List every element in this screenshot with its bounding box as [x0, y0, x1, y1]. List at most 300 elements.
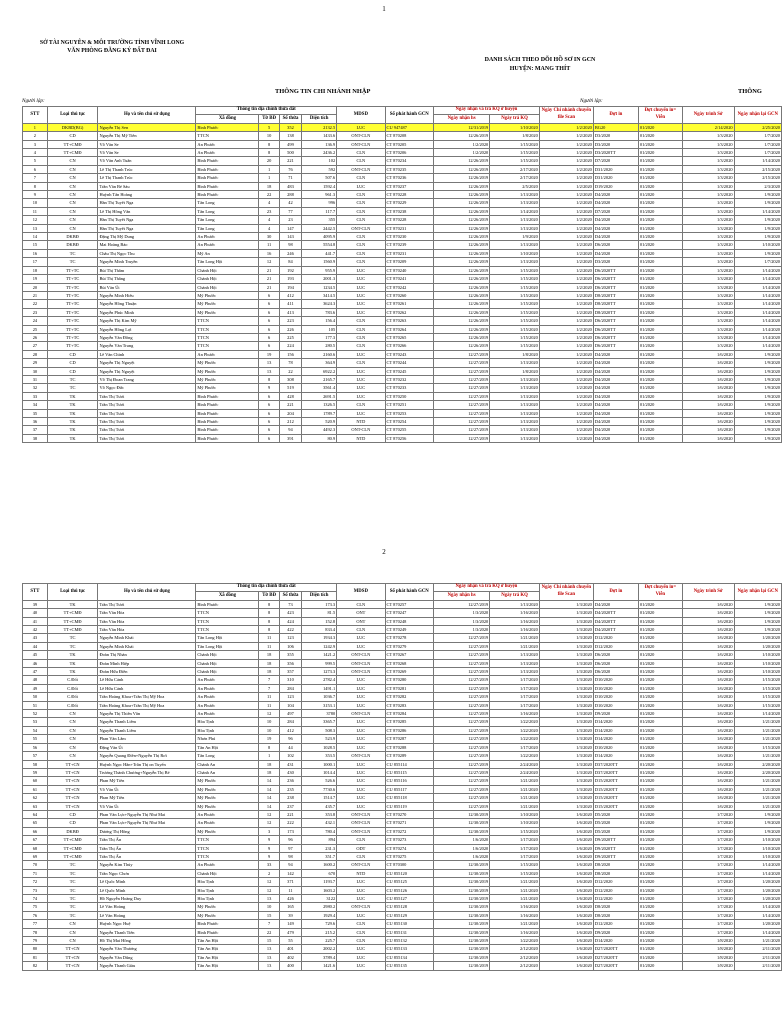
cell-area: 1433.6 — [302, 132, 337, 140]
col-header-parcel-no: Số thửa — [279, 592, 302, 600]
cell-return-date: 1/15/2020 — [490, 283, 540, 291]
cell-procedure: TC — [47, 895, 98, 903]
cell-owner: Nguyễn Thị Mỹ Tiên — [98, 132, 196, 140]
cell-print-batch: BG20 — [593, 123, 638, 131]
cell-return-date: 1/17/2020 — [490, 743, 540, 751]
cell-transfer-batch: 01/2020 — [638, 609, 682, 617]
cell-area: 996 — [302, 199, 337, 207]
cell-certificate: CT 870230 — [385, 233, 433, 241]
cell-certificate: CT 870249 — [385, 626, 433, 634]
cell-parcel: 42 — [279, 199, 302, 207]
cell-receive-date: 12/27/2019 — [433, 777, 489, 785]
cell-return-date: 2/12/2020 — [490, 962, 540, 970]
table-row — [23, 768, 782, 776]
cell-return-date: 1/16/2020 — [490, 710, 540, 718]
cell-commune: Chánh Hội — [196, 659, 259, 667]
cell-print-batch: D10/2020 — [593, 693, 638, 701]
cell-stt: 16 — [23, 249, 48, 257]
cell-land-use: ONT — [337, 609, 385, 617]
cell-owner: Châu Thị Ngọc Thu — [98, 249, 196, 257]
cell-scan-date: 1/3/2020 — [539, 726, 593, 734]
cell-transfer-batch: 01/2020 — [638, 659, 682, 667]
cell-print-batch: D37/2020TT — [593, 768, 638, 776]
cell-procedure: TC — [47, 911, 98, 919]
cell-print-batch: D8/2020 — [593, 911, 638, 919]
col-header-return-cert-date: Ngày nhận lại GCN — [734, 107, 781, 124]
cell-submit-date: 1/3/2020 — [682, 325, 734, 333]
cell-owner: Trần Thị Tươi — [98, 426, 196, 434]
cell-certificate: CT 870270 — [385, 810, 433, 818]
cell-commune: Mỹ Phước — [196, 291, 259, 299]
cell-area: 435.7 — [302, 802, 337, 810]
cell-sheet: 6 — [259, 291, 279, 299]
cell-submit-date: 1/6/2020 — [682, 768, 734, 776]
cell-area: 225.7 — [302, 937, 337, 945]
cell-receive-date: 12/26/2019 — [433, 199, 489, 207]
cell-commune: Bình Phước — [196, 409, 259, 417]
cell-parcel: 22 — [279, 367, 302, 375]
table-row — [23, 651, 782, 659]
cell-procedure: TT+CMĐ — [47, 844, 98, 852]
cell-return-date: 2/24/2020 — [490, 760, 540, 768]
cell-return-date: 1/22/2020 — [490, 718, 540, 726]
cell-sheet: 6 — [259, 317, 279, 325]
cell-certificate: CT 870248 — [385, 617, 433, 625]
cell-owner: Nguyễn Văn Đồng — [98, 333, 196, 341]
cell-area: 177.3 — [302, 333, 337, 341]
cell-area: 432.1 — [302, 819, 337, 827]
cell-return-cert-date: 1/14/2020 — [734, 869, 781, 877]
cell-transfer-batch: 01/2020 — [638, 241, 682, 249]
cell-return-date: 1/13/2020 — [490, 668, 540, 676]
cell-certificate: CT 870275 — [385, 852, 433, 860]
cell-area: 2160.6 — [302, 350, 337, 358]
cell-owner: Trần Thị Tươi — [98, 600, 196, 608]
section-right-title: THÔNG — [738, 88, 762, 95]
cell-land-use: LUC — [337, 684, 385, 692]
cell-return-date: 1/21/2020 — [490, 634, 540, 642]
cell-owner: Đặng Văn Út — [98, 743, 196, 751]
cell-print-batch: D15/2020TT — [593, 785, 638, 793]
table-row — [23, 945, 782, 953]
cell-transfer-batch: 01/2020 — [638, 710, 682, 718]
cell-certificate: CT 870228 — [385, 216, 433, 224]
cell-certificate: CT 870251 — [385, 401, 433, 409]
cell-owner: Hàn Thị Tuyết Nga — [98, 216, 196, 224]
cell-transfer-batch: 01/2020 — [638, 701, 682, 709]
cell-sheet: 14 — [259, 794, 279, 802]
cell-owner: Nguyễn Thanh Giàu — [98, 962, 196, 970]
cell-commune: Hòa Tịnh — [196, 895, 259, 903]
cell-parcel: 500 — [279, 149, 302, 157]
cell-receive-date: 12/30/2019 — [433, 819, 489, 827]
cell-return-cert-date: 1/9/2020 — [734, 216, 781, 224]
cell-stt: 10 — [23, 199, 48, 207]
cell-receive-date: 12/27/2019 — [433, 735, 489, 743]
cell-return-date: 1/15/2020 — [490, 869, 540, 877]
cell-scan-date: 1/3/2020 — [539, 777, 593, 785]
cell-procedure: DKBĐ — [47, 241, 98, 249]
cell-transfer-batch: 01/2020 — [638, 852, 682, 860]
cell-stt: 12 — [23, 216, 48, 224]
cell-procedure: CN — [47, 710, 98, 718]
cell-commune: Tân Long — [196, 224, 259, 232]
cell-receive-date: 12/26/2019 — [433, 249, 489, 257]
cell-return-cert-date: 1/9/2020 — [734, 359, 781, 367]
cell-return-cert-date: 1/7/2020 — [734, 149, 781, 157]
cell-stt: 31 — [23, 375, 48, 383]
cell-return-cert-date: 1/14/2020 — [734, 710, 781, 718]
cell-sheet: 7 — [259, 920, 279, 928]
cell-procedure: CD — [47, 132, 98, 140]
cell-parcel: 84 — [279, 258, 302, 266]
cell-submit-date: 1/7/2020 — [682, 886, 734, 894]
cell-certificate: CU 855126 — [385, 886, 433, 894]
cell-return-date: 1/21/2020 — [490, 895, 540, 903]
cell-return-date: 1/9/2020 — [490, 233, 540, 241]
cell-scan-date: 1/3/2020 — [539, 785, 593, 793]
table-row — [23, 802, 782, 810]
cell-submit-date: 1/6/2020 — [682, 434, 734, 442]
cell-parcel: 423 — [279, 609, 302, 617]
table-row — [23, 844, 782, 852]
cell-print-batch: D4/2020 — [593, 191, 638, 199]
cell-land-use: CLN — [337, 928, 385, 936]
cell-procedure: TT+CMĐ — [47, 626, 98, 634]
cell-return-date: 1/15/2020 — [490, 149, 540, 157]
cell-submit-date: 1/3/2020 — [682, 317, 734, 325]
cell-owner: Hàn Thị Tuyết Nga — [98, 224, 196, 232]
cell-parcel: 224 — [279, 342, 302, 350]
cell-owner: Võ Văn Se — [98, 140, 196, 148]
cell-transfer-batch: 01/2020 — [638, 165, 682, 173]
cell-procedure: CN — [47, 937, 98, 945]
col-header-certificate-no: Số phát hành GCN — [385, 584, 433, 601]
cell-print-batch: D5/2020 — [593, 819, 638, 827]
cell-print-batch: D4/2020 — [593, 350, 638, 358]
cell-return-cert-date: 1/21/2020 — [734, 785, 781, 793]
cell-receive-date: 12/27/2019 — [433, 359, 489, 367]
cell-receive-date: 12/30/2019 — [433, 945, 489, 953]
cell-stt: 6 — [23, 165, 48, 173]
cell-submit-date: 1/6/2020 — [682, 609, 734, 617]
cell-scan-date: 1/2/2020 — [539, 392, 593, 400]
cell-procedure: TC — [47, 878, 98, 886]
cell-receive-date: 12/30/2019 — [433, 869, 489, 877]
cell-parcel: 98 — [279, 852, 302, 860]
cell-sheet: 33 — [259, 861, 279, 869]
cell-commune: An Phước — [196, 701, 259, 709]
cell-procedure: TK — [47, 600, 98, 608]
cell-stt: 43 — [23, 634, 48, 642]
cell-receive-date: 12/30/2019 — [433, 953, 489, 961]
cell-area: 173.3 — [302, 600, 337, 608]
cell-transfer-batch: 01/2020 — [638, 384, 682, 392]
cell-stt: 1 — [23, 123, 48, 131]
cell-area: 1234.5 — [302, 283, 337, 291]
cell-receive-date: 12/27/2019 — [433, 409, 489, 417]
cell-submit-date: 1/3/2020 — [682, 165, 734, 173]
cell-scan-date: 1/2/2020 — [539, 342, 593, 350]
cell-parcel: 401 — [279, 945, 302, 953]
cell-return-cert-date: 1/14/2020 — [734, 291, 781, 299]
cell-procedure: TT+CN — [47, 785, 98, 793]
cell-owner: Lê Thị Thanh Trúc — [98, 165, 196, 173]
cell-commune: Mỹ Phước — [196, 802, 259, 810]
cell-owner: Mai Hoàng Bảo — [98, 241, 196, 249]
cell-scan-date: 1/2/2020 — [539, 191, 593, 199]
table-row — [23, 634, 782, 642]
col-header-branch-scan-date: Ngày Chi nhánh chuyển file Scan — [539, 584, 593, 601]
cell-scan-date: 1/6/2020 — [539, 945, 593, 953]
cell-area: 1934.3 — [302, 634, 337, 642]
cell-return-cert-date: 1/9/2020 — [734, 392, 781, 400]
cell-scan-date: 1/2/2020 — [539, 384, 593, 392]
cell-return-cert-date: 1/9/2020 — [734, 224, 781, 232]
table-row — [23, 903, 782, 911]
cell-print-batch: D19/2020 — [593, 182, 638, 190]
cell-commune: TTCN — [196, 333, 259, 341]
cell-parcel: 371 — [279, 878, 302, 886]
cell-submit-date: 2/14/2020 — [682, 123, 734, 131]
cell-commune: Chánh Hội — [196, 668, 259, 676]
cell-receive-date: 1/3/2020 — [433, 617, 489, 625]
cell-transfer-batch: 01/2020 — [638, 760, 682, 768]
cell-return-cert-date: 1/9/2020 — [734, 233, 781, 241]
cell-commune: Mỹ Phước — [196, 827, 259, 835]
cell-transfer-batch: 01/2020 — [638, 149, 682, 157]
col-header-land-use: MDSD — [337, 107, 385, 124]
cell-transfer-batch: 01/2020 — [638, 375, 682, 383]
cell-commune: Mỹ Phước — [196, 794, 259, 802]
cell-return-date: 1/13/2020 — [490, 401, 540, 409]
cell-area: 2002.2 — [302, 945, 337, 953]
cell-return-date: 2/12/2020 — [490, 953, 540, 961]
cell-land-use: LUC — [337, 409, 385, 417]
cell-parcel: 165 — [279, 903, 302, 911]
cell-area: 353.8 — [302, 810, 337, 818]
cell-receive-date: 12/26/2019 — [433, 325, 489, 333]
cell-receive-date: 12/27/2019 — [433, 743, 489, 751]
cell-procedure: CN — [47, 174, 98, 182]
cell-return-cert-date: 1/9/2020 — [734, 600, 781, 608]
cell-stt: 79 — [23, 937, 48, 945]
cell-scan-date: 1/2/2020 — [539, 258, 593, 266]
cell-print-batch: D3/2020TT — [593, 149, 638, 157]
cell-return-cert-date: 1/9/2020 — [734, 249, 781, 257]
cell-area: 3789.4 — [302, 953, 337, 961]
cell-return-cert-date: 1/20/2020 — [734, 642, 781, 650]
cell-scan-date: 1/2/2020 — [539, 157, 593, 165]
table-row — [23, 819, 782, 827]
cell-land-use: ONT-CLN — [337, 668, 385, 676]
col-header-owner-name: Họ và tên chủ sử dụng — [98, 107, 196, 124]
cell-scan-date: 1/6/2020 — [539, 895, 593, 903]
cell-procedure: CD — [47, 359, 98, 367]
cell-submit-date: 1/6/2020 — [682, 367, 734, 375]
cell-receive-date: 12/26/2019 — [433, 266, 489, 274]
cell-commune: An Phước — [196, 233, 259, 241]
cell-stt: 5 — [23, 157, 48, 165]
cell-receive-date: 12/30/2019 — [433, 962, 489, 970]
cell-stt: 81 — [23, 953, 48, 961]
cell-area: 3122 — [302, 895, 337, 903]
cell-return-cert-date: 1/14/2020 — [734, 903, 781, 911]
cell-sheet: 23 — [259, 207, 279, 215]
cell-sheet: 21 — [259, 275, 279, 283]
cell-print-batch: D9/2020 — [593, 928, 638, 936]
cell-parcel: 422 — [279, 626, 302, 634]
cell-return-date: 1/16/2020 — [490, 928, 540, 936]
cell-procedure: TC — [47, 886, 98, 894]
cell-return-cert-date: 1/14/2020 — [734, 266, 781, 274]
cell-parcel: 102 — [279, 752, 302, 760]
cell-submit-date: 1/3/2020 — [682, 241, 734, 249]
cell-transfer-batch: 01/2020 — [638, 735, 682, 743]
cell-parcel: 411 — [279, 300, 302, 308]
cell-scan-date: 1/2/2020 — [539, 409, 593, 417]
cell-sheet: 6 — [259, 308, 279, 316]
cell-land-use: ONT-CLN — [337, 810, 385, 818]
cell-certificate: CT 870263 — [385, 317, 433, 325]
cell-transfer-batch: 01/2020 — [638, 174, 682, 182]
cell-area: 2436.2 — [302, 149, 337, 157]
cell-owner: Võ Văn Se — [98, 149, 196, 157]
cell-area: 1000.1 — [302, 760, 337, 768]
cell-procedure: TC — [47, 861, 98, 869]
cell-owner: Lê Văn Chình — [98, 350, 196, 358]
cell-transfer-batch: 01/2020 — [638, 359, 682, 367]
cell-return-cert-date: 1/14/2020 — [734, 928, 781, 936]
cell-print-batch: D4/2020 — [593, 249, 638, 257]
cell-return-date: 1/15/2020 — [490, 266, 540, 274]
cell-parcel: 497 — [279, 710, 302, 718]
cell-certificate: CU 855133 — [385, 945, 433, 953]
cell-certificate: CU 855115 — [385, 768, 433, 776]
cell-land-use: CLN — [337, 191, 385, 199]
cell-submit-date: 1/3/2020 — [682, 258, 734, 266]
cell-transfer-batch: 01/2020 — [638, 199, 682, 207]
cell-owner: Lê Thị Thanh Trúc — [98, 174, 196, 182]
col-header-receive-date: Ngày nhận hs — [433, 115, 489, 123]
cell-commune: Bình Phước — [196, 174, 259, 182]
cell-stt: 45 — [23, 651, 48, 659]
cell-parcel: 39 — [279, 911, 302, 919]
cell-certificate: CT 870269 — [385, 668, 433, 676]
cell-transfer-batch: 01/2020 — [638, 140, 682, 148]
cell-commune: Tân An Hội — [196, 937, 259, 945]
col-header-commune: Xã đồng — [196, 592, 259, 600]
cell-receive-date: 12/27/2019 — [433, 785, 489, 793]
cell-transfer-batch: 01/2020 — [638, 810, 682, 818]
cell-certificate: CU 855134 — [385, 953, 433, 961]
table-row — [23, 743, 782, 751]
cell-sheet: 7 — [259, 684, 279, 692]
cell-certificate: CT 870206 — [385, 149, 433, 157]
cell-scan-date: 1/2/2020 — [539, 317, 593, 325]
cell-return-date: 1/22/2020 — [490, 752, 540, 760]
cell-print-batch: D5/2020 — [593, 827, 638, 835]
cell-area: 780.4 — [302, 827, 337, 835]
cell-print-batch: D6/2020 — [593, 651, 638, 659]
cell-owner: Trần Thị Ấn — [98, 836, 196, 844]
cell-sheet: 14 — [259, 802, 279, 810]
cell-parcel: 212 — [279, 418, 302, 426]
col-header-cadastral-group: Thông tin địa chính thửa đất — [196, 107, 337, 115]
cell-sheet: 14 — [259, 785, 279, 793]
cell-print-batch: D6/2020 — [593, 668, 638, 676]
cell-scan-date: 1/6/2020 — [539, 886, 593, 894]
cell-certificate: CT 870274 — [385, 844, 433, 852]
cell-print-batch: D4/2020 — [593, 384, 638, 392]
cell-print-batch: D12/2020 — [593, 886, 638, 894]
cell-return-date: 1/13/2020 — [490, 224, 540, 232]
cell-owner: Nguyễn Thị Nguyệt — [98, 359, 196, 367]
cell-stt: 70 — [23, 861, 48, 869]
col-header-owner-name: Họ và tên chủ sử dụng — [98, 584, 196, 601]
col-header-return-date: Ngày trả KQ — [490, 592, 540, 600]
cell-parcel: 97 — [279, 844, 302, 852]
cell-print-batch: D8/2020TT — [593, 291, 638, 299]
cell-parcel: 223 — [279, 317, 302, 325]
cell-area: 1242.9 — [302, 642, 337, 650]
cell-print-batch: D6/2020TT — [593, 342, 638, 350]
cell-owner: Nguyễn Phúc Minh — [98, 308, 196, 316]
cell-sheet: 6 — [259, 426, 279, 434]
cell-return-date: 1/15/2020 — [490, 140, 540, 148]
cell-area: 999.5 — [302, 659, 337, 667]
cell-print-batch: D4/2020 — [593, 359, 638, 367]
cell-submit-date: 1/7/2020 — [682, 911, 734, 919]
cell-return-cert-date: 1/15/2020 — [734, 701, 781, 709]
cell-receive-date: 12/30/2019 — [433, 895, 489, 903]
cell-submit-date: 1/6/2020 — [682, 785, 734, 793]
cell-procedure: CN — [47, 718, 98, 726]
cell-return-cert-date: 1/14/2020 — [734, 300, 781, 308]
cell-parcel: 73 — [279, 600, 302, 608]
cell-scan-date: 1/2/2020 — [539, 123, 593, 131]
cell-certificate: CT 870280 — [385, 676, 433, 684]
cell-stt: 68 — [23, 844, 48, 852]
cell-stt: 35 — [23, 409, 48, 417]
cell-print-batch: D3/2020 — [593, 258, 638, 266]
cell-sheet: 12 — [259, 710, 279, 718]
cell-land-use: CLN — [337, 199, 385, 207]
cell-return-date: 1/21/2020 — [490, 878, 540, 886]
cell-parcel: 352 — [279, 123, 302, 131]
col-header-area: Diện tích — [302, 115, 337, 123]
cell-commune: An Phước — [196, 350, 259, 358]
cell-certificate: CT 870285 — [385, 718, 433, 726]
cell-print-batch: D6/2020TT — [593, 283, 638, 291]
cell-receive-date: 12/30/2019 — [433, 937, 489, 945]
cell-return-cert-date: 2/15/2020 — [734, 165, 781, 173]
cell-receive-date: 12/26/2019 — [433, 258, 489, 266]
cell-transfer-batch: 01/2020 — [638, 869, 682, 877]
cell-transfer-batch: 01/2020 — [638, 928, 682, 936]
cell-sheet: 9 — [259, 844, 279, 852]
cell-parcel: 237 — [279, 802, 302, 810]
cell-stt: 33 — [23, 392, 48, 400]
cell-sheet: 10 — [259, 132, 279, 140]
cell-sheet: 18 — [259, 760, 279, 768]
cell-receive-date: 12/27/2019 — [433, 684, 489, 692]
cell-return-date: 1/21/2020 — [490, 886, 540, 894]
cell-owner: Nguyễn Thị Thiên Vân — [98, 710, 196, 718]
cell-return-date: 1/15/2020 — [490, 861, 540, 869]
cell-land-use: NTD — [337, 418, 385, 426]
cell-transfer-batch: 01/2020 — [638, 283, 682, 291]
